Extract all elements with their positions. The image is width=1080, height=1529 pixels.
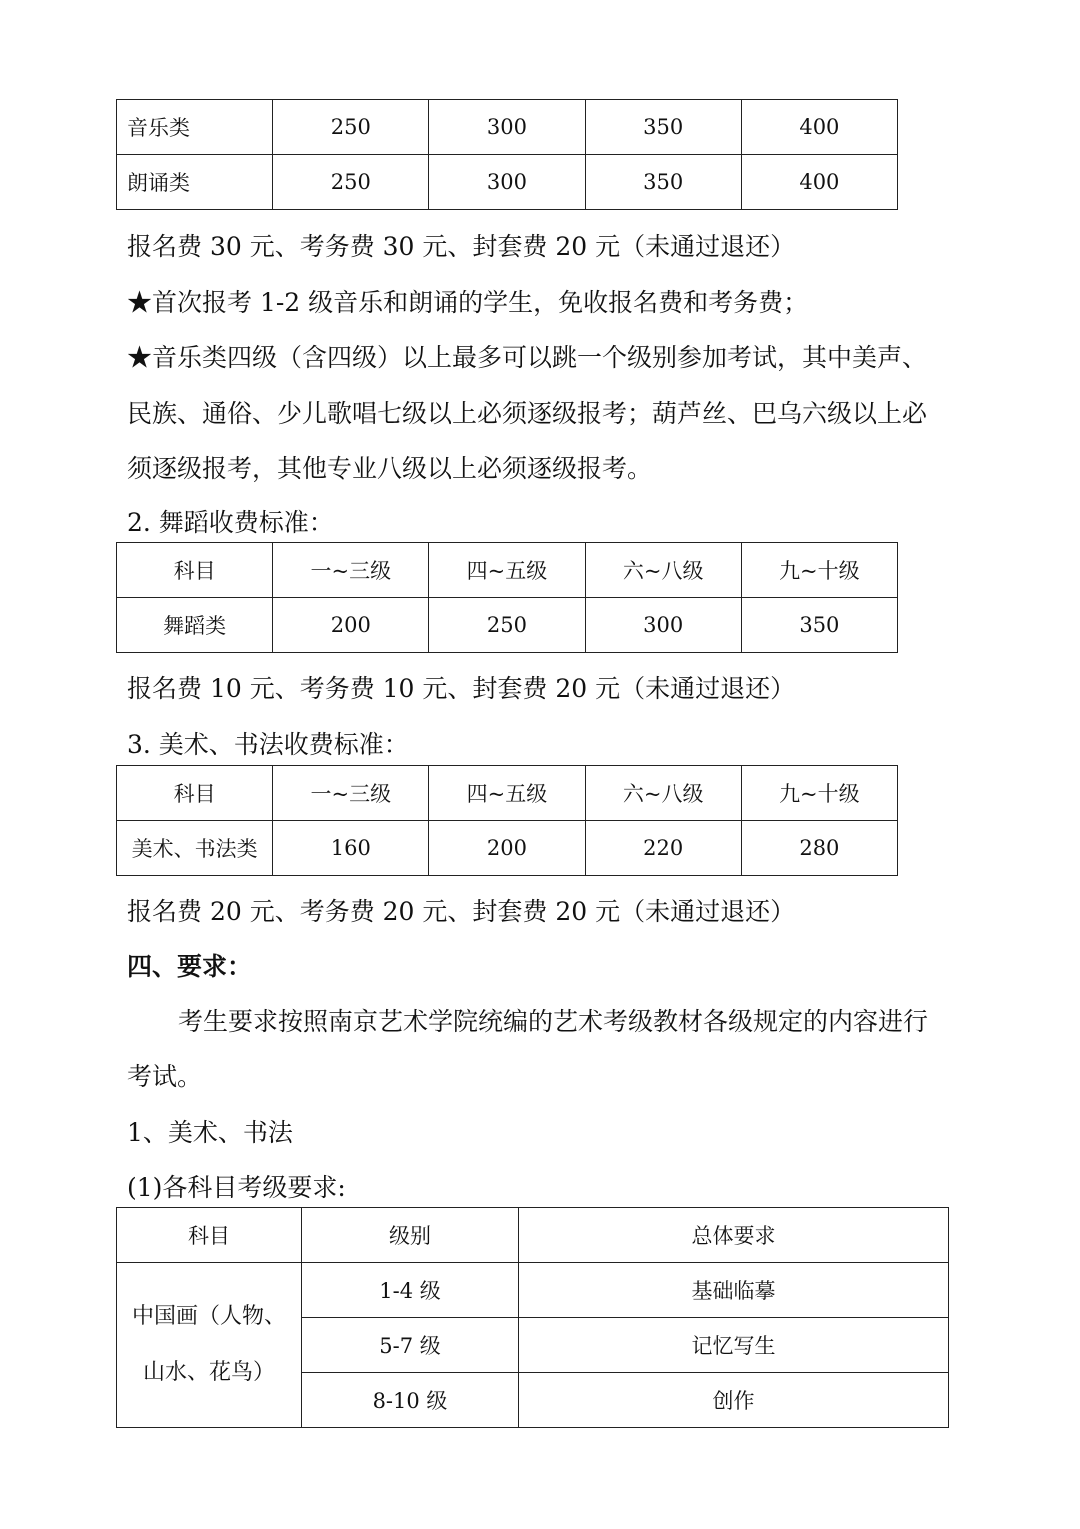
table-header-row (117, 543, 898, 598)
fee-note-music: 报名费 30 元、考务费 30 元、封套费 20 元（未通过退还） (127, 232, 796, 261)
table-row (117, 155, 898, 210)
fee-note-dance: 报名费 10 元、考务费 10 元、封套费 20 元（未通过退还） (127, 674, 796, 703)
subsection-1-1-title: (1)各科目考级要求: (127, 1173, 346, 1202)
subject-line-1: 中国画（人物、 (131, 1304, 286, 1329)
star-note-skip-level-line-3: 须逐级报考，其他专业八级以上必须逐级报考。 (127, 454, 653, 483)
fee-note-art: 报名费 20 元、考务费 20 元、封套费 20 元（未通过退还） (127, 897, 796, 926)
table-row (117, 821, 898, 876)
table-cell: 200 (429, 821, 585, 876)
table-cell: 350 (741, 598, 897, 653)
table-cell: 350 (585, 100, 741, 155)
table-cell: 200 (273, 598, 429, 653)
table-cell: 160 (273, 821, 429, 876)
table-row (117, 598, 898, 653)
table-cell: 300 (585, 598, 741, 653)
table-cell: 朗诵类 (117, 155, 273, 210)
table-header-cell: 一~三级 (273, 543, 429, 598)
table-cell: 美术、书法类 (117, 821, 273, 876)
star-note-first-exam: ★首次报考 1-2 级音乐和朗诵的学生，免收报名费和考务费； (127, 288, 809, 317)
table-cell: 250 (273, 100, 429, 155)
table-header-cell: 九~十级 (741, 766, 897, 821)
table-row (117, 1263, 949, 1318)
requirement-cell: 基础临摹 (519, 1263, 949, 1318)
music-fee-table (116, 99, 898, 210)
table-header-cell: 六~八级 (585, 766, 741, 821)
table-header-cell: 九~十级 (741, 543, 897, 598)
level-cell: 1-4 级 (302, 1263, 519, 1318)
table-header-cell: 四~五级 (429, 766, 585, 821)
table-header-cell: 科目 (117, 1208, 302, 1263)
table-row (117, 100, 898, 155)
art-fee-table (116, 765, 898, 876)
requirement-cell: 记忆写生 (519, 1318, 949, 1373)
table-cell: 220 (585, 821, 741, 876)
table-cell: 280 (741, 821, 897, 876)
table-cell: 舞蹈类 (117, 598, 273, 653)
table-header-cell: 科目 (117, 543, 273, 598)
star-note-skip-level-line-2: 民族、通俗、少儿歌唱七级以上必须逐级报考；葫芦丝、巴乌六级以上必 (127, 399, 928, 428)
table-cell: 250 (429, 598, 585, 653)
table-header-cell: 总体要求 (519, 1208, 949, 1263)
table-cell: 350 (585, 155, 741, 210)
table-header-row (117, 766, 898, 821)
level-cell: 5-7 级 (302, 1318, 519, 1373)
section-4-paragraph-line-1: 考生要求按照南京艺术学院统编的艺术考级教材各级规定的内容进行 (178, 1007, 929, 1036)
table-header-cell: 科目 (117, 766, 273, 821)
subject-cell (117, 1263, 302, 1428)
table-cell: 300 (429, 100, 585, 155)
dance-fee-heading: 2. 舞蹈收费标准： (127, 508, 334, 537)
table-header-cell: 一~三级 (273, 766, 429, 821)
section-4-paragraph-line-2: 考试。 (127, 1062, 203, 1091)
table-cell: 400 (741, 100, 897, 155)
table-header-cell: 级别 (302, 1208, 519, 1263)
table-cell: 音乐类 (117, 100, 273, 155)
table-header-row (117, 1208, 949, 1263)
section-4-title: 四、要求： (127, 952, 253, 981)
level-cell: 8-10 级 (302, 1373, 519, 1428)
table-header-cell: 六~八级 (585, 543, 741, 598)
art-fee-heading: 3. 美术、书法收费标准： (127, 730, 409, 759)
table-cell: 300 (429, 155, 585, 210)
star-note-skip-level-line-1: ★音乐类四级（含四级）以上最多可以跳一个级别参加考试，其中美声、 (127, 343, 928, 372)
table-cell: 250 (273, 155, 429, 210)
subject-line-2: 山水、花鸟） (142, 1360, 275, 1385)
exam-requirements-table (116, 1207, 949, 1428)
table-header-cell: 四~五级 (429, 543, 585, 598)
table-cell: 400 (741, 155, 897, 210)
requirement-cell: 创作 (519, 1373, 949, 1428)
subsection-1-title: 1、美术、书法 (127, 1118, 293, 1147)
dance-fee-table (116, 542, 898, 653)
